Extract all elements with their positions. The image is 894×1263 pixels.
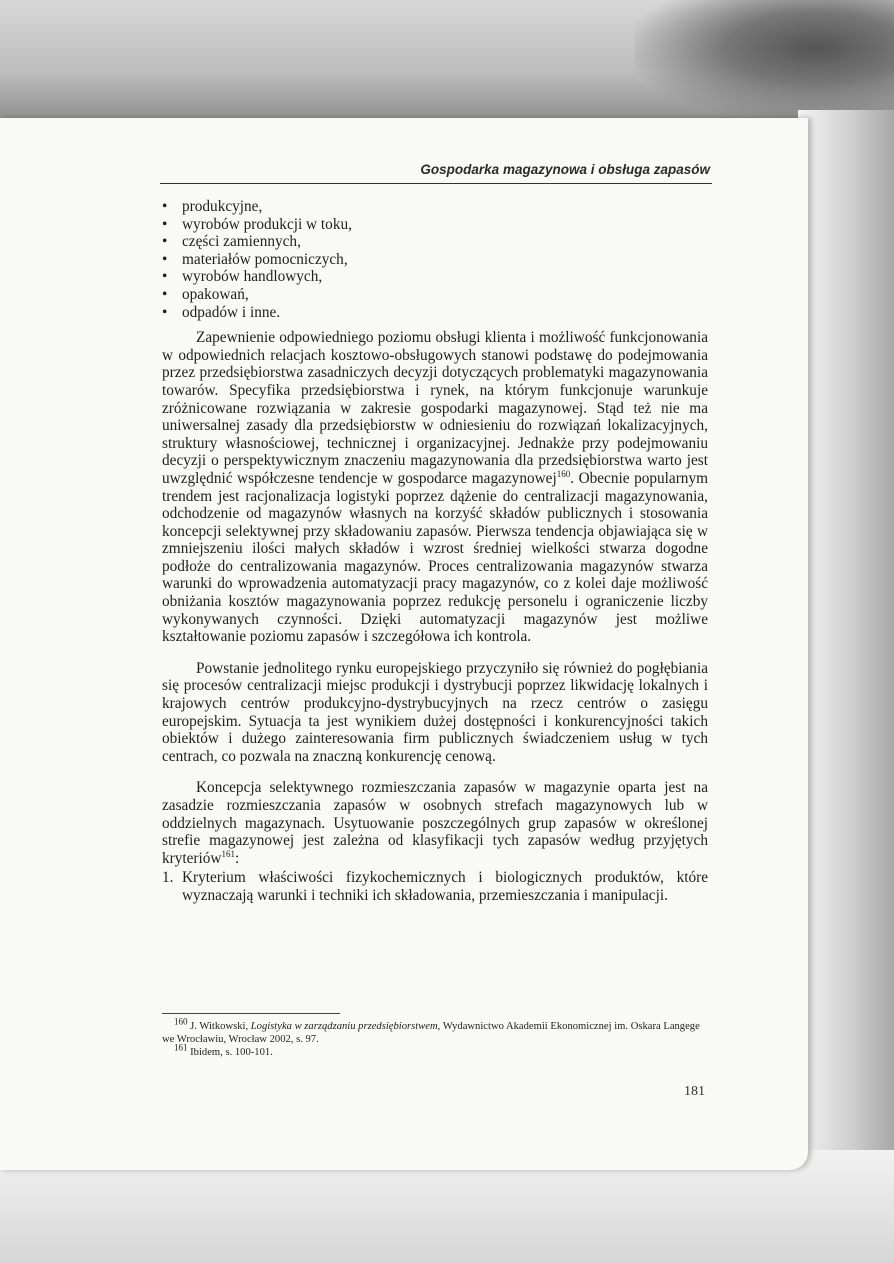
paragraph-text: Zapewnienie odpowiedniego poziomu obsługi klienta i możliwość funkcjonowania w odpowiednich relacjach kosztowo-obsługowych stanowi podstawę do podejmowania przez przedsiębiorstwa zasadniczych decyzji dotyczących problematyki magazynowania towarów. Specyfika przedsiębiorstwa i rynek, na którym funkcjonuje warunkuje zróżnicowane rozwiązania w zakresie gospodarki magazynowej. Stąd też nie ma uniwersalnej zasady dla przedsiębiorstw w odniesieniu do rozwiązań lokalizacyjnych, struktury własnościowej, technicznej i organizacyjnej. Jednakże przy podejmowaniu decyzji o perspektywicznym znaczeniu magazynowania dla przedsiębiorstwa warto jest uwzględnić współczesne tendencje w gospodarce magazynowej xyxy=(162,329,708,487)
list-item: • części zamiennych, xyxy=(162,233,708,251)
paragraph-text: : xyxy=(234,849,240,867)
paragraph-text: Koncepcja selektywnego rozmieszczania zapasów w magazynie oparta jest na zasadzie rozmieszczania zapasów w osobnych strefach magazynowych lub w oddzielnych magazynach. Usytuowanie poszczególnych grup zapasów w określonej strefie magazynowej jest zależna od klasyfikacji tych zapasów według przyjętych kryteriów xyxy=(162,779,708,867)
scan-background-top xyxy=(0,0,894,120)
list-item: • materiałów pomocniczych, xyxy=(162,251,708,269)
page-number: 181 xyxy=(684,1084,705,1099)
paragraph-european-market: Powstanie jednolitego rynku europejskiego przyczyniło się również do pogłębiania się procesów centralizacji miejsc produkcji i dystrybucji poprzez likwidację lokalnych i krajowych centrów produkcyjno-dystrybucyjnych na rzecz centrów o zasięgu europejskim. Sytuacja ta jest wynikiem dużej dostępności i konkurencyjności takich obiektów i dużego zainteresowania firm publicznych świadczeniem usług w tych centrach, co pozwala na znaczną konkurencję cenową. xyxy=(162,659,708,765)
header-rule xyxy=(160,183,712,184)
footnote-author: J. Witkowski, xyxy=(190,1021,251,1032)
inventory-type-list xyxy=(162,198,708,321)
footnote-rest: , Wydawnictwo Akademii Ekonomicznej im. Oskara Langege we Wrocławiu, Wrocław 2002, s. 97. xyxy=(162,1021,700,1046)
footnote-161 xyxy=(162,1042,710,1059)
criteria-list xyxy=(162,869,708,904)
list-item: • odpadów i inne. xyxy=(162,304,708,322)
list-item: • wyrobów produkcji w toku, xyxy=(162,216,708,234)
footnote-rule xyxy=(162,1013,340,1014)
list-item: • wyrobów handlowych, xyxy=(162,268,708,286)
footnote-title: Logistyka w zarządzaniu przedsiębiorstwem xyxy=(250,1021,438,1032)
footnote-ref[interactable]: 160 xyxy=(556,468,571,479)
footnote-number: 161 xyxy=(174,1042,188,1053)
page-body xyxy=(162,198,708,905)
list-item: • produkcyjne, xyxy=(162,198,708,216)
footnote-160 xyxy=(162,1016,710,1046)
running-head: Gospodarka magazynowa i obsługa zapasów xyxy=(420,162,710,177)
paragraph-selective-concept xyxy=(162,779,708,867)
list-item: • opakowań, xyxy=(162,286,708,304)
scan-background-right xyxy=(798,110,894,1190)
footnote-ref[interactable]: 161 xyxy=(221,848,235,859)
paragraph-text: . Obecnie popularnym trendem jest racjonalizacja logistyki poprzez dążenie do centralizacji magazynowania, odchodzenie od magazynów własnych na korzyść składów publicznych i stosowania koncepcji selektywnej przy składowaniu zapasów. Pierwsza tendencja objawiająca się w zmniejszeniu ilości małych składów i wzrost średniej wielkości stwarza dogodne podłoże do centralizowania magazynów. Proces centralizowania magazynów stwarza warunki do wprowadzenia automatyzacji pracy magazynów, co z kolei daje możliwość obniżania kosztów magazynowania poprzez redukcję personelu i ograniczenie liczby wykonywanych czynności. Dzięki automatyzacji magazynów jest możliwe kształtowanie poziomu zapasów i szczegółowa ich kontrola. xyxy=(162,469,708,646)
list-item-text: Kryterium właściwości fizykochemicznych i biologicznych produktów, które wyznaczają warunki i techniki ich składowania, przemieszczania i manipulacji. xyxy=(182,869,708,904)
paragraph-warehousing-trends xyxy=(162,329,708,646)
footnote-text: Ibidem, s. 100-101. xyxy=(190,1047,273,1059)
list-number: 1. xyxy=(162,869,174,887)
footnote-number: 160 xyxy=(174,1016,188,1027)
list-item xyxy=(162,869,708,904)
footnotes xyxy=(162,1016,710,1060)
